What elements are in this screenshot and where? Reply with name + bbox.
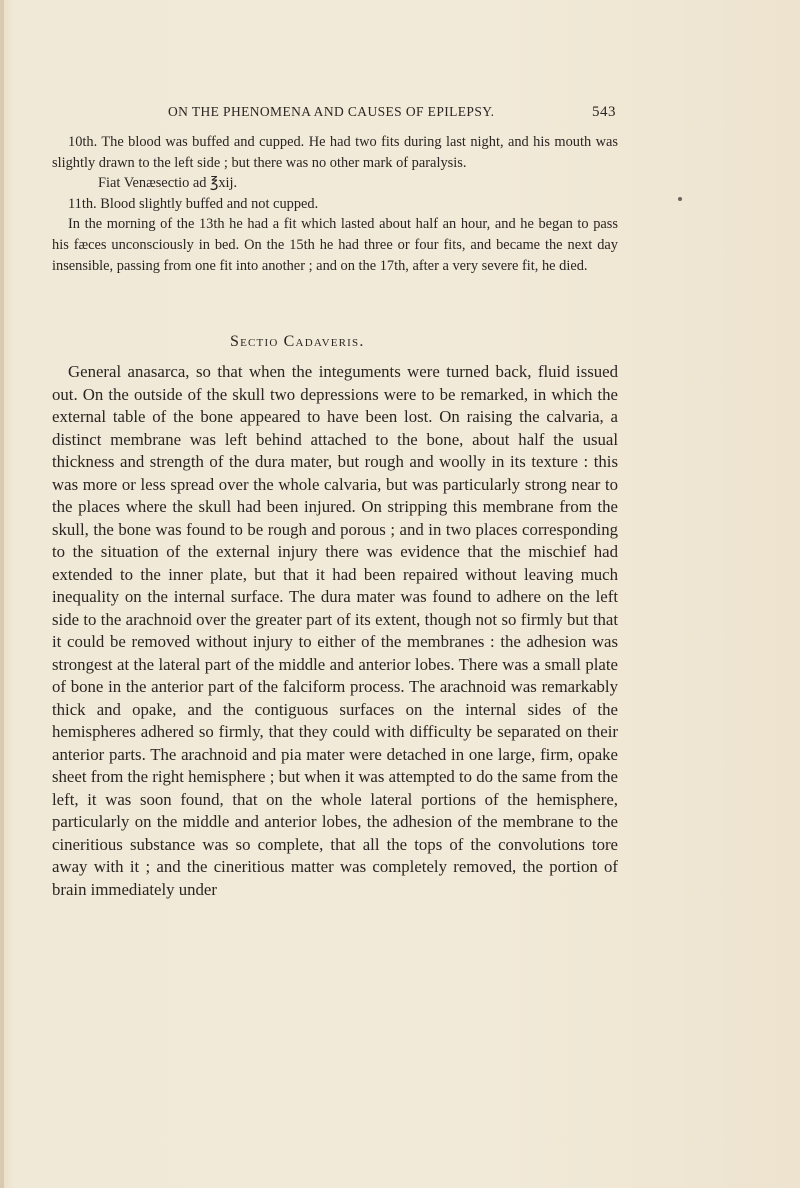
section-heading: Sectio Cadaveris. — [230, 333, 365, 350]
case-note-10th: 10th. The blood was buffed and cupped. He had two fits during last night, and his mouth was slightly drawn to the left side ; but there was no other mark of paralysis. — [52, 134, 618, 171]
autopsy-paragraph: General anasarca, so that when the integuments were turned back, fluid issued out. On the outside of the skull two depressions were to be remarked, in which the external table of the bone appeared to have been lost. On raising the calvaria, a distinct membrane was left behind attached to the bone, about half the usual thickness and strength of the dura mater, but rough and woolly in its texture : this was more or less spread over the whole calvaria, but was particularly strong near to the places where the skull had been injured. On stripping this membrane from the skull, the bone was found to be rough and porous ; and in two places corresponding to the situation of the external injury there was evidence that the mischief had extended to the inner plate, but that it had been repaired without leaving much inequality on the internal surface. The dura mater was found to adhere on the left side to the arachnoid over the greater part of its extent, though not so firmly but that it could be removed without injury to either of the membranes : the adhesion was strongest at the lateral part of the middle and anterior lobes. There was a small plate of bone in the anterior part of the falciform process. The arachnoid was remarkably thick and opake, and the contiguous surfaces on the internal sides of the hemispheres adhered so firmly, that they could with difficulty be separated on their anterior parts. The arachnoid and pia mater were detached in one large, firm, opake sheet from the right hemisphere ; but when it was attempted to do the same from the left, it was soon found, that on the whole lateral portions of the hemisphere, particularly on the middle and anterior lobes, the adhesion of the membrane to the cineritious substance was so complete, that all the tops of the convolutions tore away with it ; and the cineritious matter was completely removed, the portion of brain immediately under — [52, 362, 618, 899]
case-note-11th: 11th. Blood slightly buffed and not cupped. — [68, 195, 319, 212]
page-number: 543 — [592, 104, 616, 120]
ink-speck — [678, 197, 682, 201]
binding-edge — [0, 0, 4, 1188]
running-head: ON THE PHENOMENA AND CAUSES OF EPILEPSY. — [168, 104, 495, 119]
prescription-line: Fiat Venæsectio ad ℥xij. — [98, 175, 238, 192]
autopsy-text — [52, 361, 618, 901]
case-notes — [52, 132, 618, 276]
case-note-final: In the morning of the 13th he had a fit which lasted about half an hour, and he began to pass his fæces unconsciously in bed. On the 15th he had three or four fits, and became the next day insensible, passing from one fit into another ; and on the 17th, after a very severe fit, he died. — [52, 216, 618, 274]
